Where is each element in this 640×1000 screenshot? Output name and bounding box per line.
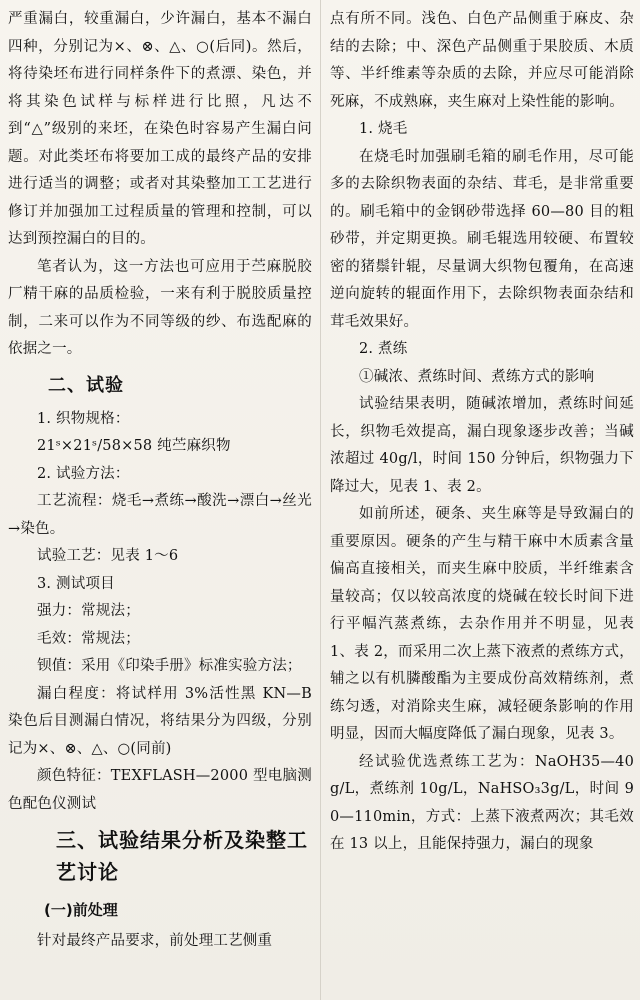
subheading-scouring-factors: ①碱浓、煮练时间、煮练方式的影响: [359, 368, 595, 385]
paragraph-product-focus: 点有所不同。浅色、白色产品侧重于麻皮、杂结的去除；中、深色产品侧重于果胶质、木质等、半纤维素等杂质的去除，并应尽可能消除死麻，不成熟麻，夹生麻对上染性能的影响。: [330, 11, 634, 110]
right-column: [330, 6, 634, 1000]
paragraph-author-opinion: 笔者认为，这一方法也可应用于苎麻脱胶厂精干麻的品质检验，一来有利于脱胶质量控制，二来可以作为不同等级的纱、布选配麻的依据之一。: [8, 258, 312, 357]
paragraph-hard-strips: 如前所述，硬条、夹生麻等是导致漏白的重要原因。硬条的产生与精干麻中木质素含量偏高直接相关，而夹生麻中胶质，半纤维素含量较高；仅以较高浓度的烧碱在较长时间下进行平幅汽蒸煮练，去杂作用并不明显，见表 1、表 2，而采用二次上蒸下液煮的煮练方式，辅之以有机膦酸酯为主要成份高效精练剂，煮练匀透，对消除夹生麻，减轻硬条影响的作用明显，因而大幅度降低了漏白现象，见表 3。: [330, 506, 634, 742]
item-fabric-spec-title: 1. 织物规格：: [37, 410, 130, 427]
subsection-heading-pretreatment: (一)前处理: [44, 901, 118, 919]
paragraph-singeing: 在烧毛时加强刷毛箱的刷毛作用，尽可能多的去除织物表面的杂结、茸毛，是非常重要的。刷毛箱中的金钢砂带选择 60—80 目的粗砂带，并定期更换。刷毛辊选用较硬、布置较密的猪鬃针辊，尽量调大织物包覆角，在高速逆向旋转的辊面作用下，去除织物表面杂结和茸毛效果好。: [330, 148, 634, 330]
paragraph-optimized-process: 经试验优选煮练工艺为：NaOH35—40g/L，煮练剂 10g/L，NaHSO₃3g/L，时间 90—110min，方式：上蒸下液煮两次；其毛效在 13 以上，且能保持强力，漏白的现象: [330, 753, 634, 852]
section-heading-experiment: 二、试验: [48, 374, 124, 396]
item-color-feature: 颜色特征：TEXFLASH—2000 型电脑测色配色仪测试: [8, 768, 312, 812]
item-process-flow: 工艺流程：烧毛→煮练→酸洗→漂白→丝光→染色。: [8, 493, 312, 537]
heading-scouring: 2. 煮练: [359, 341, 408, 357]
item-test-items-title: 3. 测试项目: [37, 575, 115, 592]
paragraph-scouring-results: 试验结果表明，随碱浓增加，煮练时间延长，织物毛效提高，漏白现象逐步改善；当碱浓超过 40g/l，时间 150 分钟后，织物强力下降过大，见表 1、表 2。: [330, 396, 634, 495]
item-white-degree: 漏白程度：将试样用 3%活性黑 KN—B 染色后目测漏白情况，将结果分为四级，分别记为×、⊗、△、○(同前): [8, 685, 312, 757]
paragraph-pretreatment-start: 针对最终产品要求，前处理工艺侧重: [37, 933, 273, 949]
item-capillary: 毛效：常规法；: [37, 630, 140, 647]
item-barium-value: 钡值：采用《印染手册》标准实验方法；: [37, 658, 302, 674]
item-fabric-spec-value: 21ˢ×21ˢ/58×58 纯苎麻织物: [37, 438, 231, 454]
paragraph-white-grading: 严重漏白，较重漏白，少许漏白，基本不漏白四种，分别记为×、⊗、△、○(后同)。然后，将待染坯布进行同样条件下的煮漂、染色，并将其染色试样与标样进行比照，凡达不到“△”级别的来坯，在染色时容易产生漏白问题。对此类坯布将要加工成的最终产品的安排进行适当的调整；或者对其染整加工工艺进行修订并加强加工过程质量的管理和控制，可以达到预控漏白的目的。: [8, 11, 312, 247]
item-test-craft: 试验工艺：见表 1～6: [37, 548, 179, 564]
column-divider: [320, 0, 321, 1000]
item-strength: 强力：常规法；: [37, 603, 140, 619]
heading-singeing: 1. 烧毛: [359, 121, 408, 137]
left-column: [8, 6, 312, 1000]
item-test-method-title: 2. 试验方法：: [37, 465, 130, 482]
section-heading-results: 三、试验结果分析及染整工艺讨论: [56, 828, 308, 884]
